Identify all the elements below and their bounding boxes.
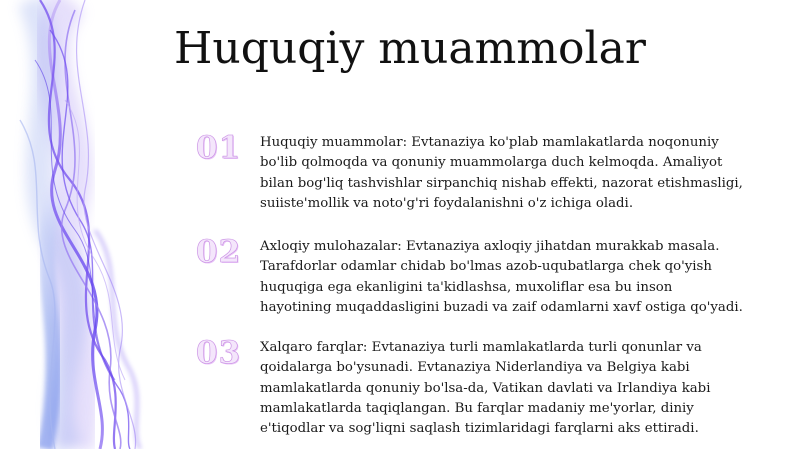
item-text: Axloqiy mulohazalar: Evtanaziya axloqiy jihatdan murakkab masala. Tarafdorlar odamlar chidab bo'lmas azob-uqubatlarga chek qo'yish huquqiga ega ekanligini ta'kidlashsa, muxoliflar esa bu inson hayotining muqaddasligini buzadi va zaif odamlarni xavf ostiga qo'yadi. [260, 239, 743, 315]
item-text: Huquqiy muammolar: Evtanaziya ko'plab mamlakatlarda noqonuniy bo'lib qolmoqda va qonuniy muammolarga duch kelmoqda. Amaliyot bilan bog'liq tashvishlar sirpanchiq nishab effekti, nazorat etishmasligi, suiiste'mollik va noto'g'ri foydalanishni o'z ichiga oladi. [260, 135, 743, 211]
item-number: 03 [196, 335, 242, 371]
item-text: Xalqaro farqlar: Evtanaziya turli mamlakatlarda turli qonunlar va qoidalarga bo'ysunadi. Evtanaziya Niderlandiya va Belgiya kabi mamlakatlarda qonuniy bo'lsa-da, Vatikan davlati va Irlandiya kabi mamlakatlarda taqiqlangan. Bu farqlar madaniy me'yorlar, diniy e'tiqodlar va sog'liqni saqlash tizimlaridagi farqlarni aks ettiradi. [260, 340, 711, 437]
item-number: 01 [196, 130, 242, 166]
item-number: 02 [196, 234, 242, 270]
page-title: Huquqiy muammolar [174, 23, 646, 74]
